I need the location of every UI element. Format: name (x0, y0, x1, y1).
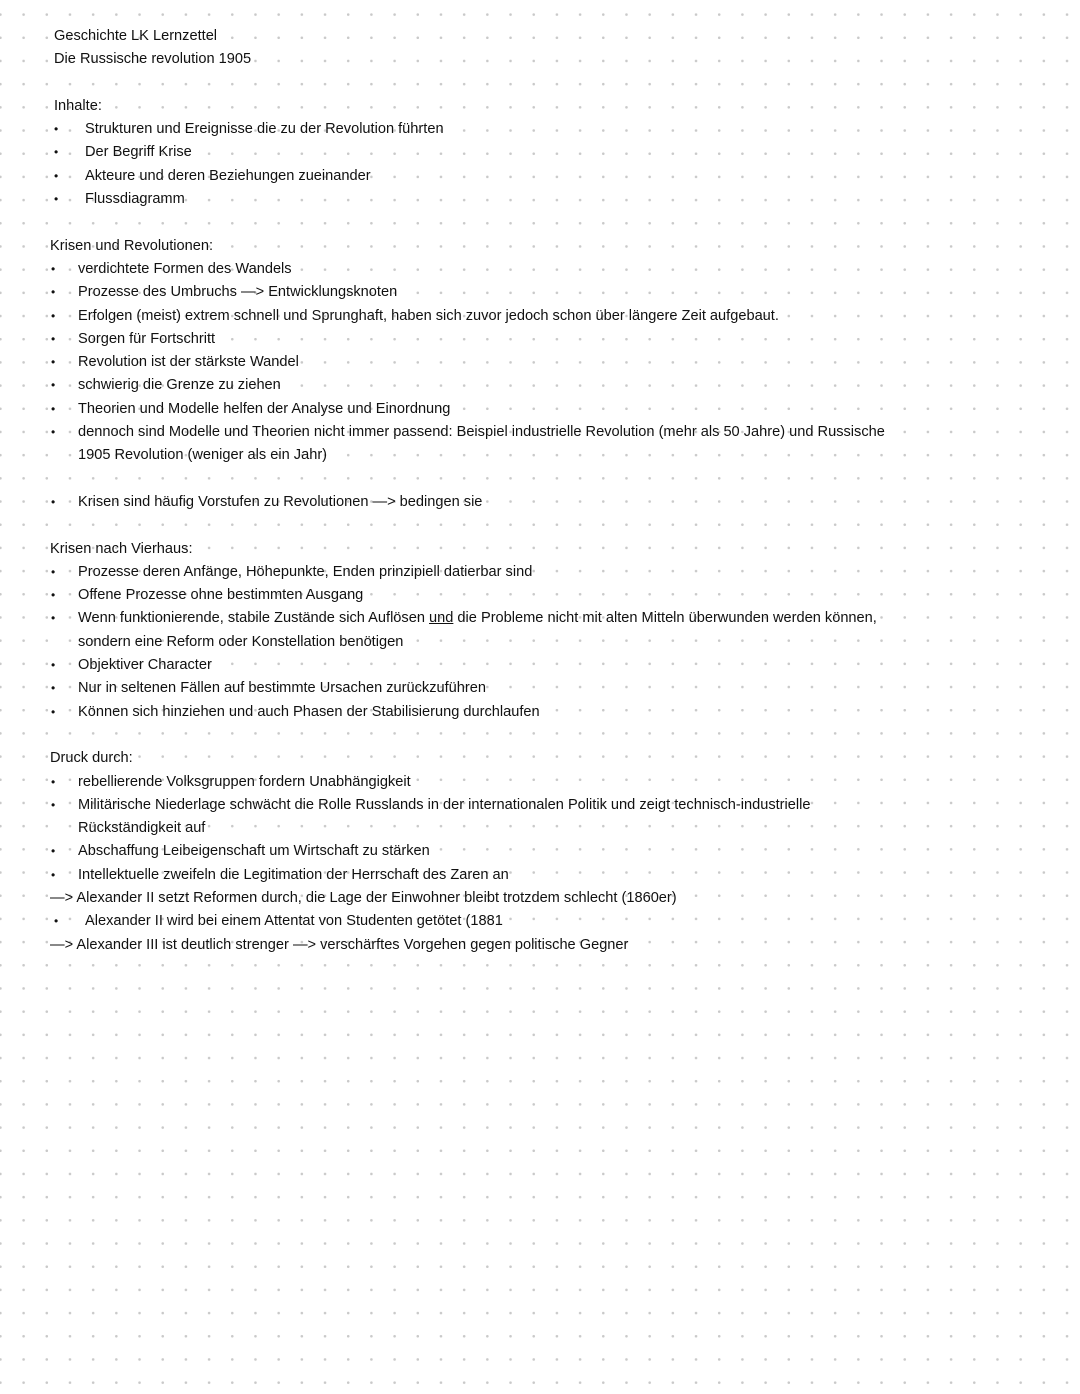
list-item-text: Strukturen und Ereignisse die zu der Revolution führten (85, 121, 444, 138)
bullet-icon: • (51, 797, 56, 812)
list-item-text: Revolution ist der stärkste Wandel (78, 354, 299, 371)
bullet-icon: • (51, 867, 56, 882)
bullet-icon: • (51, 285, 56, 300)
list-item (50, 840, 890, 863)
bullet-icon: • (54, 192, 59, 207)
krisen-vierhaus-list (50, 561, 890, 724)
bullet-icon: • (54, 914, 59, 929)
bullet-icon: • (51, 774, 56, 789)
bullet-icon: • (51, 425, 56, 440)
list-item (50, 188, 890, 211)
list-item (50, 701, 890, 724)
list-item (50, 561, 890, 584)
list-item-text: Der Begriff Krise (85, 144, 192, 161)
list-item-text: Flussdiagramm (85, 191, 185, 208)
list-item (50, 607, 890, 654)
list-item (50, 910, 890, 933)
list-item (50, 165, 890, 188)
list-item-text: Krisen sind häufig Vorstufen zu Revolutionen —> bedingen sie (78, 493, 483, 510)
bullet-icon: • (51, 308, 56, 323)
list-item-text: Theorien und Modelle helfen der Analyse und Einordnung (78, 400, 451, 417)
list-item-text: Prozesse des Umbruchs —> Entwicklungsknoten (78, 284, 398, 301)
bullet-icon: • (54, 168, 59, 183)
list-item (50, 351, 890, 374)
list-item-text: schwierig die Grenze zu ziehen (78, 377, 281, 394)
spacer (50, 72, 890, 95)
spacer (50, 514, 890, 537)
druck-list (50, 771, 890, 887)
bullet-icon: • (51, 261, 56, 276)
bullet-icon: • (51, 588, 56, 603)
list-item (50, 328, 890, 351)
list-item-text: Offene Prozesse ohne bestimmten Ausgang (78, 587, 364, 604)
list-item (50, 281, 890, 304)
list-item-text: Nur in seltenen Fällen auf bestimmte Ursachen zurückzuführen (78, 680, 487, 697)
inhalte-list (50, 118, 890, 211)
document-subtitle: Die Russische revolution 1905 (54, 51, 252, 68)
list-item-text: Intellektuelle zweifeln die Legitimation der Herrschaft des Zaren an (78, 866, 509, 883)
list-item (50, 584, 890, 607)
spacer (50, 468, 890, 491)
bullet-icon: • (54, 122, 59, 137)
bullet-icon: • (51, 494, 56, 509)
list-item-text: rebellierende Volksgruppen fordern Unabhängigkeit (78, 773, 411, 790)
list-item (50, 421, 890, 468)
bullet-icon: • (51, 331, 56, 346)
arrow-line: —> Alexander II setzt Reformen durch, die Lage der Einwohner bleibt trotzdem schlecht (1860er) (50, 889, 677, 906)
underlined-word: und (429, 610, 454, 627)
section-heading-druck: Druck durch: (50, 750, 133, 767)
list-item-text: dennoch sind Modelle und Theorien nicht immer passend: Beispiel industrielle Revolution (mehr als 50 Jahre) und Russische 1905 Revolution (weniger als ein Jahr) (78, 424, 885, 464)
list-item (50, 398, 890, 421)
list-item-text: Militärische Niederlage schwächt die Rolle Russlands in der internationalen Politik und zeigt technisch-industrielle Rückständigkeit auf (78, 796, 811, 837)
list-item-text (78, 607, 890, 654)
note-page (50, 25, 890, 957)
list-item (50, 141, 890, 164)
list-item-text: Sorgen für Fortschritt (78, 330, 216, 347)
list-item (50, 677, 890, 700)
bullet-icon: • (51, 844, 56, 859)
bullet-icon: • (51, 704, 56, 719)
section-heading-inhalte: Inhalte: (54, 97, 102, 114)
section-heading-krisen-revolutionen: Krisen und Revolutionen: (50, 237, 214, 254)
bullet-icon: • (51, 378, 56, 393)
list-item-text: Akteure und deren Beziehungen zueinander (85, 167, 371, 184)
bullet-icon: • (51, 564, 56, 579)
bullet-icon: • (54, 145, 59, 160)
list-item (50, 771, 890, 794)
krisen-revolutionen-list (50, 258, 890, 468)
section-heading-krisen-vierhaus: Krisen nach Vierhaus: (50, 540, 193, 557)
list-item (50, 864, 890, 887)
document-title: Geschichte LK Lernzettel (54, 28, 218, 44)
bullet-icon: • (51, 658, 56, 673)
list-item (50, 258, 890, 281)
list-item-text: Objektiver Character (78, 657, 212, 674)
bullet-icon: • (51, 401, 56, 416)
list-item (50, 654, 890, 677)
list-item-text: verdichtete Formen des Wandels (78, 260, 292, 277)
bullet-icon: • (51, 355, 56, 370)
bullet-icon: • (51, 611, 56, 626)
list-item-text: Können sich hinziehen und auch Phasen der Stabilisierung durchlaufen (78, 703, 540, 720)
text-segment: die Probleme nicht mit alten Mitteln überwunden werden können, sondern eine Reform oder Konstellation benötigen (78, 610, 877, 650)
bullet-icon: • (51, 681, 56, 696)
text-segment: Wenn funktionierende, stabile Zustände sich Auflösen (78, 610, 430, 627)
list-item (50, 118, 890, 141)
list-item (50, 491, 890, 514)
arrow-line: —> Alexander III ist deutlich strenger —> verschärftes Vorgehen gegen politische Gegner (50, 936, 629, 953)
spacer (50, 724, 890, 747)
list-item-text: Alexander II wird bei einem Attentat von Studenten getötet (1881 (85, 913, 503, 930)
spacer (50, 211, 890, 234)
list-item (50, 794, 890, 841)
list-item (50, 374, 890, 397)
list-item-text: Prozesse deren Anfänge, Höhepunkte, Enden prinzipiell datierbar sind (78, 563, 533, 580)
list-item (50, 305, 890, 328)
list-item-text: Abschaffung Leibeigenschaft um Wirtschaft zu stärken (78, 843, 430, 860)
list-item-text: Erfolgen (meist) extrem schnell und Sprunghaft, haben sich zuvor jedoch schon über längere Zeit aufgebaut. (78, 307, 779, 324)
